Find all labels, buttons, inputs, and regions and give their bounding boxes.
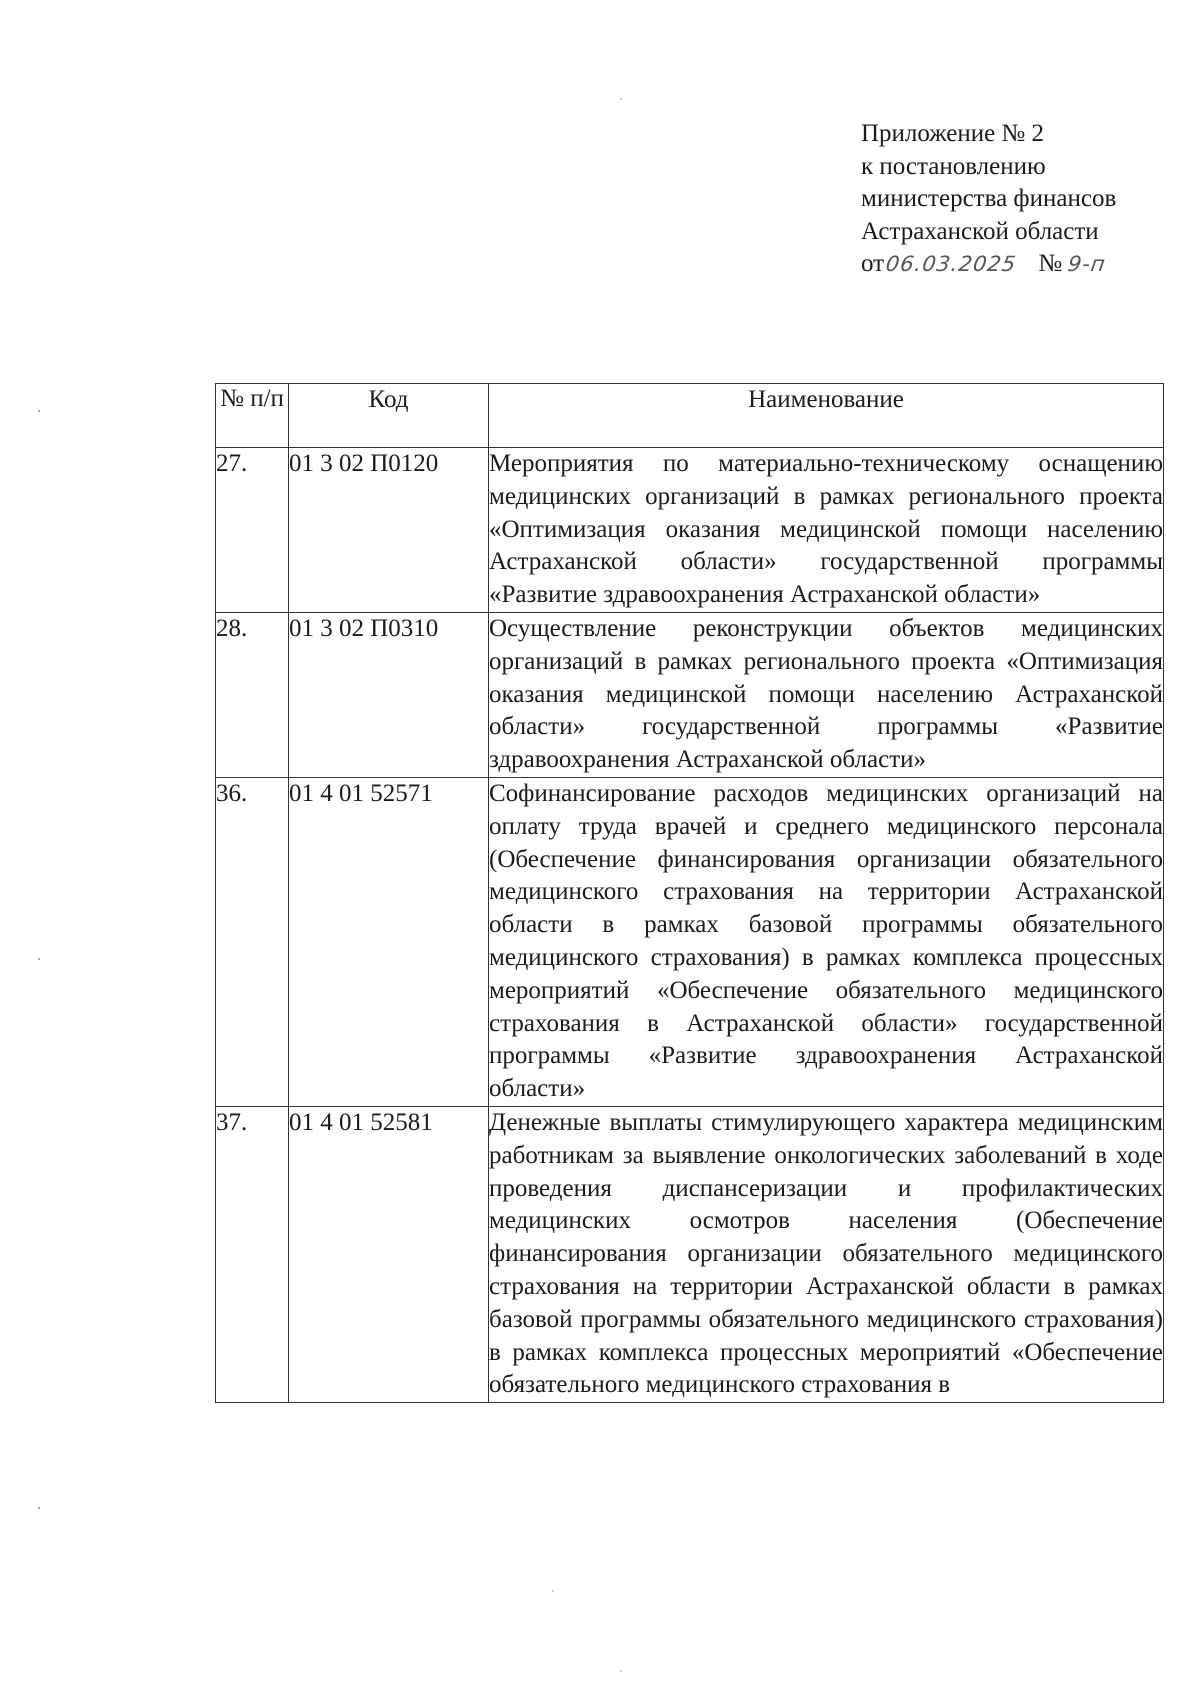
appendix-header xyxy=(861,118,1181,281)
row-name-text: Денежные выплаты стимулирующего характера медицинским работникам за выявление онкологических заболеваний в ходе проведения диспансеризации и профилактических медицинских осмотров населения (Обеспечение финансирования организации обязательного медицинского страхования на территории Астраханской области в рамках базовой программы обязательного медицинского страхования) в рамках комплекса процессных мероприятий «Обеспечение обязательного медицинского страхования в xyxy=(489,1108,1163,1399)
handwritten-number: 9-п xyxy=(1066,252,1108,276)
appendix-line-2: к постановлению xyxy=(861,152,1046,180)
row-num: 37. xyxy=(216,1106,289,1402)
row-name-text: Софинансирование расходов медицинских организаций на оплату труда врачей и среднего медицинского персонала (Обеспечение финансирования организации обязательного медицинского страхования на территории Астраханской области в рамках базовой программы обязательного медицинского страхования) в рамках комплекса процессных мероприятий «Обеспечение обязательного медицинского страхования в Астраханской области» государственной программы «Развитие здравоохранения Астраханской области» xyxy=(489,779,1163,1103)
appendix-line-3: министерства финансов xyxy=(861,185,1117,212)
appendix-title: Приложение № 2 xyxy=(861,120,1045,147)
budget-codes-table xyxy=(215,383,1164,1403)
row-name xyxy=(489,612,1164,777)
number-prefix: № xyxy=(1038,250,1063,277)
row-name-text: Осуществление реконструкции объектов медицинских организаций в рамках регионального проекта «Оптимизация оказания медицинской помощи населению Астраханской области» государственной программы «Развитие здравоохранения Астраханской области» xyxy=(489,614,1163,774)
scan-speck xyxy=(620,98,622,100)
table-header-row xyxy=(216,384,1164,448)
appendix-line-4: Астраханской области xyxy=(861,217,1099,245)
header-name: Наименование xyxy=(489,384,1164,448)
row-code: 01 3 02 П0310 xyxy=(289,612,489,777)
table-row xyxy=(216,777,1164,1106)
table-row xyxy=(216,612,1164,777)
row-name xyxy=(489,777,1164,1106)
scan-speck xyxy=(38,1507,40,1509)
handwritten-date: 06.03.2025 xyxy=(884,252,1019,276)
table-row xyxy=(216,448,1164,613)
table-row xyxy=(216,1106,1164,1402)
header-num: № п/п xyxy=(216,384,289,448)
header-code: Код xyxy=(289,384,489,448)
row-name-text: Мероприятия по материально-техническому оснащению медицинских организаций в рамках регионального проекта «Оптимизация оказания медицинской помощи населению Астраханской области» государственной программы «Развитие здравоохранения Астраханской области» xyxy=(489,450,1163,609)
date-prefix: от xyxy=(861,250,885,277)
row-name xyxy=(489,448,1164,613)
row-name xyxy=(489,1106,1164,1402)
scan-speck xyxy=(552,1590,554,1592)
appendix-date-line xyxy=(861,248,1181,281)
scan-speck xyxy=(38,410,40,412)
row-num: 27. xyxy=(216,448,289,613)
scan-speck xyxy=(620,1670,622,1672)
row-num: 36. xyxy=(216,777,289,1106)
row-code: 01 3 02 П0120 xyxy=(289,448,489,613)
scan-speck xyxy=(38,958,40,960)
row-code: 01 4 01 52581 xyxy=(289,1106,489,1402)
row-num: 28. xyxy=(216,612,289,777)
row-code: 01 4 01 52571 xyxy=(289,777,489,1106)
